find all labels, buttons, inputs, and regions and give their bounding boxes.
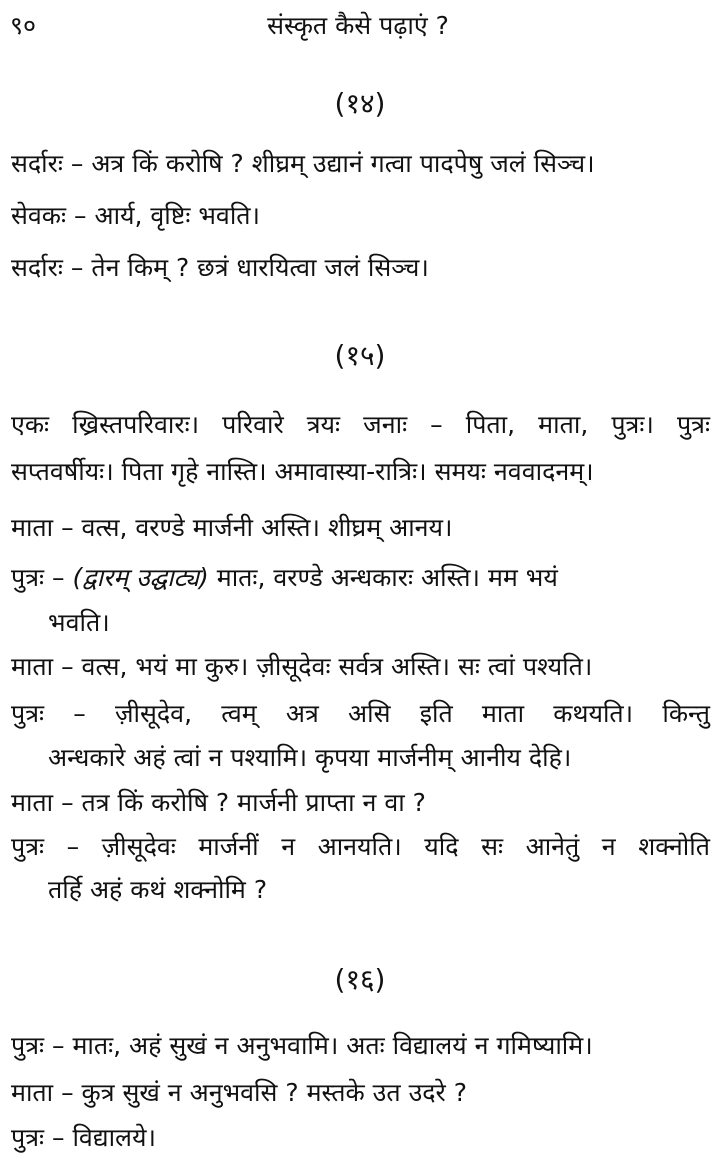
- stage-direction: (द्वारम् उद्घाट्य): [72, 563, 209, 592]
- section-number-16: (१६): [334, 963, 386, 996]
- running-title: संस्कृत कैसे पढ़ाएं ?: [267, 11, 449, 40]
- narration-line: एकः ख्रिस्तपरिवारः। परिवारे त्रयः जनाः – पिता, माता, पुत्रः। पुत्रः: [11, 410, 710, 439]
- dialogue-continuation: भवति।: [48, 608, 110, 637]
- dialogue-text: मातः, वरण्डे अन्धकारः अस्ति। मम भयं: [216, 563, 558, 592]
- dialogue-line: सेवकः – आर्य, वृष्टिः भवति।: [11, 201, 261, 230]
- dialogue-line: माता – कुत्र सुखं न अनुभवसि ? मस्तके उत उदरे ?: [11, 1078, 467, 1107]
- dialogue-line: सर्दारः – तेन किम् ? छत्रं धारयित्वा जलं सिञ्च।: [11, 253, 429, 282]
- speaker-label: पुत्रः –: [11, 563, 65, 592]
- dialogue-line: माता – वत्स, वरण्डे मार्जनी अस्ति। शीघ्रम् आनय।: [11, 513, 453, 542]
- dialogue-line: पुत्रः – ज़ीसूदेवः मार्जनीं न आनयति। यदि सः आनेतुं न शक्नोति: [11, 832, 710, 861]
- dialogue-line: पुत्रः – विद्यालये।: [11, 1123, 156, 1152]
- dialogue-line: पुत्रः – मातः, अहं सुखं न अनुभवामि। अतः विद्यालयं न गमिष्यामि।: [11, 1031, 593, 1060]
- dialogue-line: [11, 561, 710, 595]
- page-header: [10, 8, 706, 44]
- page-number: ९०: [10, 11, 37, 40]
- dialogue-line: सर्दारः – अत्र किं करोषि ? शीघ्रम् उद्यानं गत्वा पादपेषु जलं सिञ्च।: [11, 149, 595, 178]
- section-number-14: (१४): [334, 87, 386, 120]
- dialogue-line: माता – तत्र किं करोषि ? मार्जनी प्राप्ता न वा ?: [11, 788, 426, 817]
- dialogue-line: पुत्रः – ज़ीसूदेव, त्वम् अत्र असि इति माता कथयति। किन्तु: [11, 699, 710, 728]
- section-number-15: (१५): [334, 339, 386, 372]
- narration-line: सप्तवर्षीयः। पिता गृहे नास्ति। अमावास्या-रात्रिः। समयः नववादनम्।: [11, 457, 594, 486]
- dialogue-line: माता – वत्स, भयं मा कुरु। ज़ीसूदेवः सर्वत्र अस्ति। सः त्वां पश्यति।: [11, 652, 593, 681]
- dialogue-continuation: अन्धकारे अहं त्वां न पश्यामि। कृपया मार्जनीम् आनीय देहि।: [48, 743, 572, 772]
- dialogue-continuation: तर्हि अहं कथं शक्नोमि ?: [48, 875, 268, 904]
